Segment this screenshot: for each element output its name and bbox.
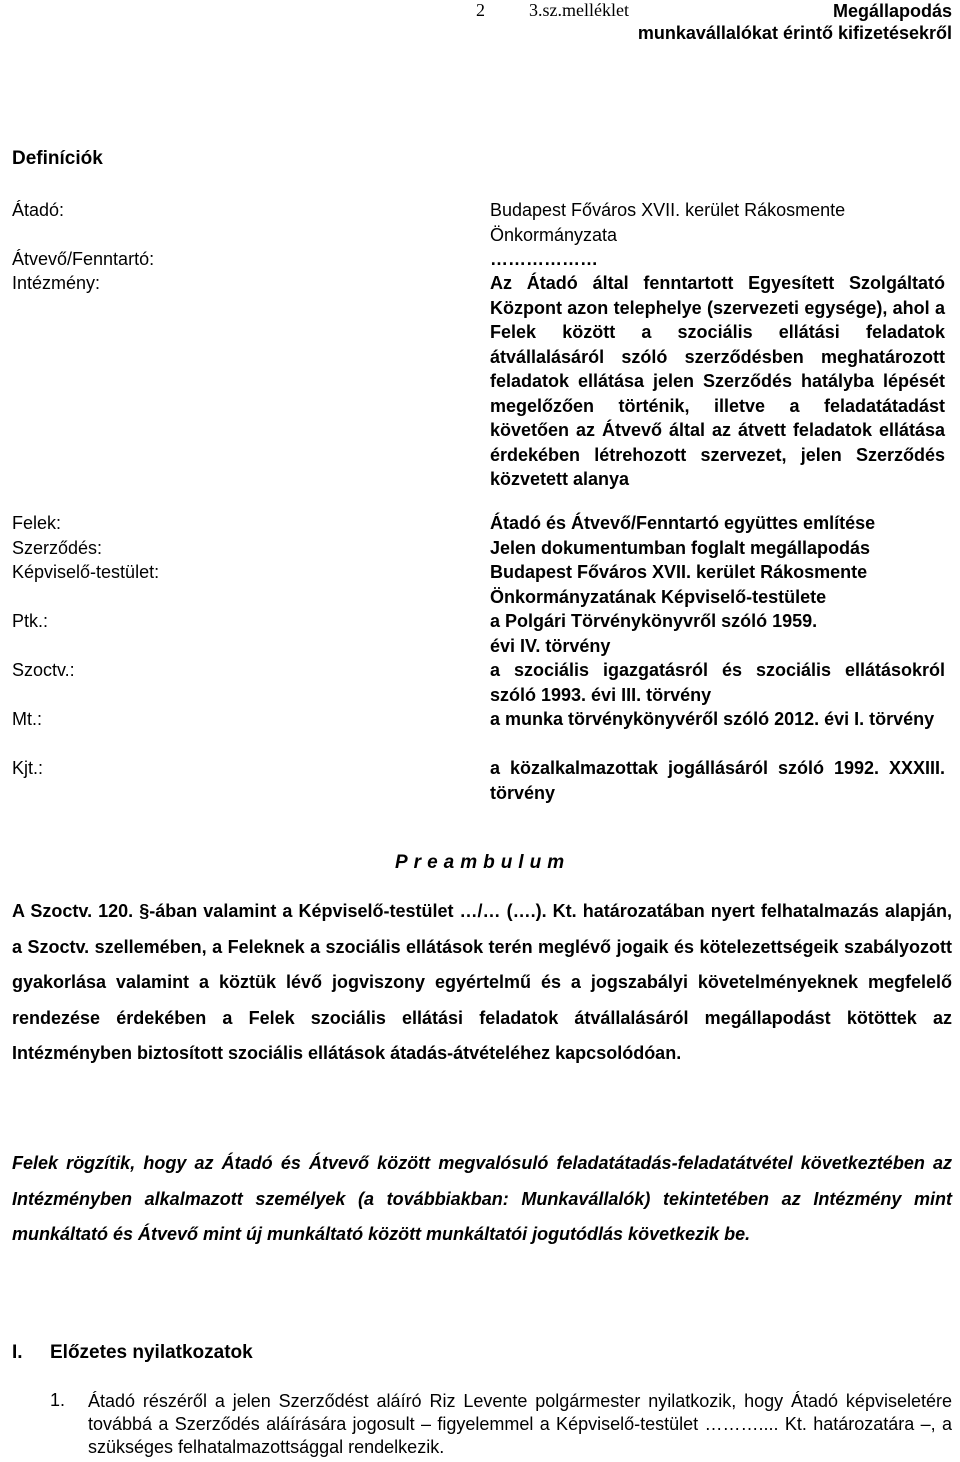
definition-value: ……………… [490,249,598,269]
definition-term: Átadó: [12,200,65,220]
definition-value: Jelen dokumentumban foglalt megállapodás [490,538,871,558]
definition-value: a szociális igazgatásról és szociális ellátásokról szóló 1993. évi III. törvény [490,660,945,705]
annex-label: 3.sz.melléklet [529,0,629,20]
definition-value: a munka törvénykönyvéről szóló 2012. évi I. törvény [490,709,935,729]
page-number: 2 [476,0,485,20]
preamble-paragraph: Felek rögzítik, hogy az Átadó és Átvevő között megvalósuló feladatátadás-feladatátvétel következtében az Intézményben alkalmazott személyek (a továbbiakban: Munkavállalók) tekintetében az Intézmény mint munkáltató és Átvevő mint új munkáltató között munkáltatói jogutódlás következik be. [12,1153,952,1244]
definition-term: Szerződés: [12,538,103,558]
definition-value: a közalkalmazottak jogállásáról szóló 1992. XXXIII. törvény [490,758,945,803]
item-number: 1. [50,1390,66,1410]
definition-term: Képviselő-testület: [12,562,160,582]
chapter-title: Előzetes nyilatkozatok [50,1342,253,1363]
preamble-title: Preambulum [395,852,571,873]
chapter-number: I. [12,1342,23,1363]
document-title-line1: Megállapodás [832,1,952,21]
definition-term: Intézmény: [12,273,101,293]
definition-value: Az Átadó által fenntartott Egyesített Szolgáltató Központ azon telephelye (szervezeti egysége), ahol a Felek között a szociális ellátási feladatok átvállalásáról szóló szerződésben meghatározott feladatok ellátása jelen Szerződés hatályba lépését megelőzően történik, illetve a feladatátadást követően az Átvevő által az átvett feladatok ellátása érdekében létrehozott szervezet, jelen Szerződés közvetett alanya [490,273,945,489]
definition-value: Budapest Főváros XVII. kerület Rákosmente Önkormányzata [490,200,846,245]
definition-term: Mt.: [12,709,42,729]
definitions-title: Definíciók [12,148,103,169]
definition-term: Felek: [12,513,62,533]
document-title-line2: munkavállalókat érintő kifizetésekről [637,23,952,43]
definition-term: Szoctv.: [12,660,75,680]
definition-term: Átvevő/Fenntartó: [12,249,155,269]
definition-term: Ptk.: [12,611,49,631]
definition-value: a Polgári Törvénykönyvről szóló 1959. évi IV. törvény [490,611,818,656]
document-title [638,0,952,44]
definition-value: Átadó és Átvevő/Fenntartó együttes említése [490,513,876,533]
item-text: Átadó részéről a jelen Szerződést aláíró Riz Levente polgármester nyilatkozik, hogy Átadó képviseletére továbbá a Szerződés aláírására jogosult – figyelemmel a Képviselő-testület ……….... Kt. határozatára –, a szükséges felhatalmazottsággal rendelkezik. [88,1391,952,1457]
preamble-paragraph: A Szoctv. 120. §-ában valamint a Képviselő-testület …/… (….). Kt. határozatában nyert felhatalmazás alapján, a Szoctv. szellemében, a Feleknek a szociális ellátások terén meglévő jogaik és kötelezettségeik szabályozott gyakorlása valamint a köztük lévő jogviszony egyértelmű és a jogszabályi követelményeknek megfelelő rendezése érdekében a Felek szociális ellátási feladatok átvállalásáról megállapodást kötöttek az Intézményben biztosított szociális ellátások átadás-átvételéhez kapcsolódóan. [12,901,952,1063]
definition-value: Budapest Főváros XVII. kerület Rákosmente Önkormányzatának Képviselő-testülete [490,562,868,607]
definition-term: Kjt.: [12,758,44,778]
